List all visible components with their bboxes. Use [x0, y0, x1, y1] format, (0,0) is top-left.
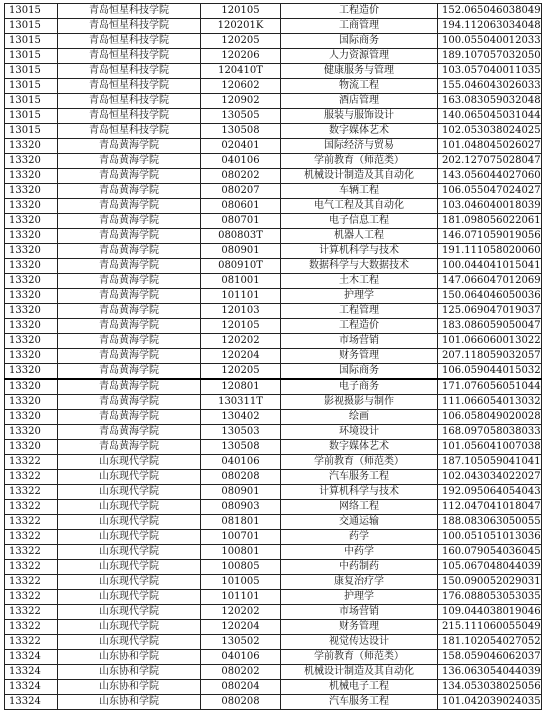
score-cell: 143.056044027060: [438, 169, 542, 184]
major-name-cell: 数字媒体艺术: [281, 440, 438, 455]
school-code-cell: 13015: [5, 124, 58, 139]
school-code-cell: 13320: [5, 214, 58, 229]
major-code-cell: 080803T: [201, 229, 281, 244]
school-name-cell: 青岛恒星科技学院: [58, 19, 201, 34]
school-name-cell: 青岛黄海学院: [58, 199, 201, 214]
school-code-cell: 13322: [5, 455, 58, 470]
score-cell: 171.076056051044: [438, 379, 542, 395]
major-name-cell: 财务管理: [281, 620, 438, 635]
score-cell: 103.057040011035: [438, 64, 542, 79]
score-cell: 202.127075028047: [438, 154, 542, 169]
major-code-cell: 040106: [201, 455, 281, 470]
score-cell: 150.064046050036: [438, 289, 542, 304]
school-name-cell: 青岛黄海学院: [58, 169, 201, 184]
major-name-cell: 国际商务: [281, 364, 438, 380]
major-code-cell: 120105: [201, 319, 281, 334]
major-code-cell: 040106: [201, 650, 281, 665]
school-name-cell: 山东协和学院: [58, 695, 201, 710]
table-row: [5, 304, 542, 319]
school-code-cell: 13322: [5, 470, 58, 485]
major-code-cell: 130508: [201, 124, 281, 139]
school-code-cell: 13320: [5, 349, 58, 364]
table-row: [5, 620, 542, 635]
major-name-cell: 学前教育（师范类）: [281, 154, 438, 169]
table-row: [5, 169, 542, 184]
table-row: [5, 485, 542, 500]
score-cell: 101.048045026027: [438, 139, 542, 154]
score-cell: 176.088053053035: [438, 590, 542, 605]
school-code-cell: 13320: [5, 364, 58, 380]
major-name-cell: 汽车服务工程: [281, 470, 438, 485]
major-code-cell: 081801: [201, 515, 281, 530]
major-name-cell: 护理学: [281, 590, 438, 605]
major-name-cell: 机械设计制造及其自动化: [281, 665, 438, 680]
school-name-cell: 青岛黄海学院: [58, 364, 201, 380]
score-cell: 136.063054044039: [438, 665, 542, 680]
major-name-cell: 康复治疗学: [281, 575, 438, 590]
major-code-cell: 080204: [201, 680, 281, 695]
school-code-cell: 13320: [5, 440, 58, 455]
school-code-cell: 13015: [5, 64, 58, 79]
score-cell: 140.065045031044: [438, 109, 542, 124]
major-name-cell: 工程造价: [281, 319, 438, 334]
score-cell: 147.066047012069: [438, 274, 542, 289]
school-name-cell: 山东现代学院: [58, 635, 201, 650]
major-name-cell: 机器人工程: [281, 229, 438, 244]
score-cell: 158.059046062037: [438, 650, 542, 665]
school-code-cell: 13015: [5, 19, 58, 34]
major-name-cell: 服装与服饰设计: [281, 109, 438, 124]
score-cell: 112.047041018047: [438, 500, 542, 515]
major-code-cell: 040106: [201, 154, 281, 169]
major-name-cell: 工程管理: [281, 304, 438, 319]
major-code-cell: 130402: [201, 410, 281, 425]
school-code-cell: 13320: [5, 289, 58, 304]
major-code-cell: 100801: [201, 545, 281, 560]
school-name-cell: 山东现代学院: [58, 530, 201, 545]
school-name-cell: 青岛黄海学院: [58, 334, 201, 349]
school-name-cell: 青岛黄海学院: [58, 289, 201, 304]
major-code-cell: 120204: [201, 349, 281, 364]
major-code-cell: 130502: [201, 635, 281, 650]
school-name-cell: 山东现代学院: [58, 590, 201, 605]
score-cell: 101.066060013022: [438, 334, 542, 349]
table-row: [5, 124, 542, 139]
school-code-cell: 13015: [5, 79, 58, 94]
score-cell: 101.056041007038: [438, 440, 542, 455]
major-code-cell: 020401: [201, 139, 281, 154]
school-code-cell: 13324: [5, 680, 58, 695]
major-code-cell: 120202: [201, 605, 281, 620]
score-cell: 168.097058038033: [438, 425, 542, 440]
major-code-cell: 120602: [201, 79, 281, 94]
school-code-cell: 13015: [5, 34, 58, 49]
school-name-cell: 青岛黄海学院: [58, 154, 201, 169]
school-code-cell: 13322: [5, 530, 58, 545]
table-row: [5, 154, 542, 169]
score-cell: 194.112063034048: [438, 19, 542, 34]
school-code-cell: 13320: [5, 229, 58, 244]
school-code-cell: 13015: [5, 4, 58, 19]
school-name-cell: 青岛恒星科技学院: [58, 109, 201, 124]
major-name-cell: 人力资源管理: [281, 49, 438, 64]
major-code-cell: 081001: [201, 274, 281, 289]
table-row: [5, 605, 542, 620]
major-code-cell: 100701: [201, 530, 281, 545]
school-code-cell: 13320: [5, 139, 58, 154]
major-name-cell: 国际商务: [281, 34, 438, 49]
school-code-cell: 13320: [5, 184, 58, 199]
school-name-cell: 青岛黄海学院: [58, 229, 201, 244]
table-row: [5, 94, 542, 109]
major-name-cell: 机械设计制造及其自动化: [281, 169, 438, 184]
score-cell: 100.051051013036: [438, 530, 542, 545]
score-cell: 160.079054036045: [438, 545, 542, 560]
major-code-cell: 120205: [201, 364, 281, 380]
table-row: [5, 79, 542, 94]
school-name-cell: 山东协和学院: [58, 680, 201, 695]
score-cell: 106.058049020028: [438, 410, 542, 425]
major-code-cell: 120201K: [201, 19, 281, 34]
table-row: [5, 545, 542, 560]
school-name-cell: 山东协和学院: [58, 665, 201, 680]
major-code-cell: 120410T: [201, 64, 281, 79]
score-cell: 105.067048044039: [438, 560, 542, 575]
school-code-cell: 13320: [5, 334, 58, 349]
table-row: [5, 289, 542, 304]
table-row: [5, 4, 542, 19]
school-name-cell: 青岛黄海学院: [58, 410, 201, 425]
score-cell: 215.111060055049: [438, 620, 542, 635]
major-code-cell: 080202: [201, 665, 281, 680]
major-code-cell: 120801: [201, 379, 281, 395]
major-code-cell: 120205: [201, 34, 281, 49]
table-row: [5, 274, 542, 289]
school-name-cell: 青岛恒星科技学院: [58, 124, 201, 139]
school-name-cell: 青岛黄海学院: [58, 244, 201, 259]
school-code-cell: 13320: [5, 379, 58, 395]
school-code-cell: 13322: [5, 590, 58, 605]
table-row: [5, 680, 542, 695]
table-row: [5, 650, 542, 665]
school-code-cell: 13322: [5, 605, 58, 620]
school-code-cell: 13320: [5, 395, 58, 410]
major-code-cell: 080903: [201, 500, 281, 515]
school-code-cell: 13320: [5, 425, 58, 440]
school-name-cell: 青岛黄海学院: [58, 425, 201, 440]
table-row: [5, 34, 542, 49]
table-row: [5, 560, 542, 575]
major-code-cell: 080208: [201, 695, 281, 710]
major-code-cell: 130503: [201, 425, 281, 440]
score-cell: 192.095064054043: [438, 485, 542, 500]
school-name-cell: 山东现代学院: [58, 560, 201, 575]
school-name-cell: 青岛恒星科技学院: [58, 4, 201, 19]
school-name-cell: 山东现代学院: [58, 500, 201, 515]
score-cell: 134.053038025056: [438, 680, 542, 695]
score-cell: 103.046040018039: [438, 199, 542, 214]
table-row: [5, 64, 542, 79]
major-name-cell: 中药制药: [281, 560, 438, 575]
major-name-cell: 机械电子工程: [281, 680, 438, 695]
school-name-cell: 青岛黄海学院: [58, 440, 201, 455]
school-code-cell: 13320: [5, 154, 58, 169]
table-row: [5, 515, 542, 530]
school-code-cell: 13015: [5, 94, 58, 109]
major-code-cell: 101101: [201, 289, 281, 304]
school-code-cell: 13320: [5, 199, 58, 214]
major-name-cell: 网络工程: [281, 500, 438, 515]
major-name-cell: 学前教育（师范类）: [281, 650, 438, 665]
major-code-cell: 130505: [201, 109, 281, 124]
major-name-cell: 中药学: [281, 545, 438, 560]
table-row: [5, 425, 542, 440]
major-name-cell: 护理学: [281, 289, 438, 304]
major-name-cell: 电气工程及其自动化: [281, 199, 438, 214]
score-cell: 111.066054013032: [438, 395, 542, 410]
table-row: [5, 214, 542, 229]
table-row: [5, 455, 542, 470]
score-cell: 109.044038019046: [438, 605, 542, 620]
major-code-cell: 120103: [201, 304, 281, 319]
score-cell: 106.055047024027: [438, 184, 542, 199]
major-name-cell: 市场营销: [281, 334, 438, 349]
major-code-cell: 120206: [201, 49, 281, 64]
school-name-cell: 青岛恒星科技学院: [58, 79, 201, 94]
major-code-cell: 130311T: [201, 395, 281, 410]
table-row: [5, 635, 542, 650]
school-code-cell: 13322: [5, 575, 58, 590]
table-row: [5, 410, 542, 425]
score-cell: 155.046043026033: [438, 79, 542, 94]
table-row: [5, 184, 542, 199]
school-name-cell: 山东现代学院: [58, 545, 201, 560]
major-name-cell: 市场营销: [281, 605, 438, 620]
major-name-cell: 土木工程: [281, 274, 438, 289]
school-code-cell: 13322: [5, 515, 58, 530]
major-code-cell: 080901: [201, 485, 281, 500]
school-code-cell: 13322: [5, 620, 58, 635]
school-name-cell: 青岛恒星科技学院: [58, 49, 201, 64]
score-cell: 207.118059032057: [438, 349, 542, 364]
major-code-cell: 080901: [201, 244, 281, 259]
school-code-cell: 13324: [5, 695, 58, 710]
school-code-cell: 13320: [5, 304, 58, 319]
score-cell: 125.069047019037: [438, 304, 542, 319]
major-code-cell: 130508: [201, 440, 281, 455]
score-cell: 181.102054027052: [438, 635, 542, 650]
major-code-cell: 101101: [201, 590, 281, 605]
major-name-cell: 酒店管理: [281, 94, 438, 109]
school-code-cell: 13324: [5, 665, 58, 680]
school-name-cell: 青岛恒星科技学院: [58, 34, 201, 49]
score-cell: 191.111058020060: [438, 244, 542, 259]
major-name-cell: 健康服务与管理: [281, 64, 438, 79]
table-row: [5, 500, 542, 515]
admission-score-table: [4, 3, 542, 710]
major-code-cell: 080208: [201, 470, 281, 485]
school-code-cell: 13320: [5, 319, 58, 334]
major-name-cell: 环境设计: [281, 425, 438, 440]
school-name-cell: 山东现代学院: [58, 605, 201, 620]
score-cell: 102.053038024025: [438, 124, 542, 139]
major-name-cell: 车辆工程: [281, 184, 438, 199]
major-name-cell: 影视摄影与制作: [281, 395, 438, 410]
school-code-cell: 13322: [5, 485, 58, 500]
table-row: [5, 229, 542, 244]
school-name-cell: 山东现代学院: [58, 455, 201, 470]
major-name-cell: 财务管理: [281, 349, 438, 364]
major-code-cell: 080701: [201, 214, 281, 229]
table-row: [5, 49, 542, 64]
major-code-cell: 120105: [201, 4, 281, 19]
school-name-cell: 青岛恒星科技学院: [58, 64, 201, 79]
major-code-cell: 080601: [201, 199, 281, 214]
school-code-cell: 13322: [5, 500, 58, 515]
major-name-cell: 交通运输: [281, 515, 438, 530]
score-cell: 101.042039024035: [438, 695, 542, 710]
score-cell: 183.086059050047: [438, 319, 542, 334]
school-name-cell: 青岛黄海学院: [58, 259, 201, 274]
school-name-cell: 青岛黄海学院: [58, 379, 201, 395]
major-code-cell: 120202: [201, 334, 281, 349]
table-row: [5, 244, 542, 259]
major-name-cell: 数据科学与大数据技术: [281, 259, 438, 274]
school-name-cell: 青岛黄海学院: [58, 395, 201, 410]
score-cell: 106.059044015032: [438, 364, 542, 380]
table-row: [5, 379, 542, 395]
major-name-cell: 药学: [281, 530, 438, 545]
table-row: [5, 109, 542, 124]
score-cell: 100.055040012033: [438, 34, 542, 49]
table-row: [5, 575, 542, 590]
school-name-cell: 山东协和学院: [58, 650, 201, 665]
major-code-cell: 080207: [201, 184, 281, 199]
score-cell: 187.105059041041: [438, 455, 542, 470]
major-code-cell: 120204: [201, 620, 281, 635]
score-cell: 100.044041015041: [438, 259, 542, 274]
table-row: [5, 349, 542, 364]
table-row: [5, 199, 542, 214]
score-cell: 181.098056022061: [438, 214, 542, 229]
table-row: [5, 19, 542, 34]
score-cell: 163.083059032048: [438, 94, 542, 109]
table-row: [5, 530, 542, 545]
table-row: [5, 590, 542, 605]
school-code-cell: 13320: [5, 274, 58, 289]
school-name-cell: 青岛黄海学院: [58, 274, 201, 289]
school-code-cell: 13322: [5, 545, 58, 560]
table-body: [5, 4, 542, 710]
major-code-cell: 080202: [201, 169, 281, 184]
table-row: [5, 259, 542, 274]
table-row: [5, 334, 542, 349]
major-name-cell: 电子商务: [281, 379, 438, 395]
major-code-cell: 080910T: [201, 259, 281, 274]
school-name-cell: 青岛黄海学院: [58, 214, 201, 229]
major-name-cell: 工商管理: [281, 19, 438, 34]
school-code-cell: 13015: [5, 49, 58, 64]
school-name-cell: 山东现代学院: [58, 575, 201, 590]
score-cell: 152.065046038049: [438, 4, 542, 19]
major-name-cell: 计算机科学与技术: [281, 244, 438, 259]
school-code-cell: 13322: [5, 560, 58, 575]
school-code-cell: 13320: [5, 169, 58, 184]
school-name-cell: 青岛恒星科技学院: [58, 94, 201, 109]
school-name-cell: 山东现代学院: [58, 485, 201, 500]
school-code-cell: 13324: [5, 650, 58, 665]
school-name-cell: 山东现代学院: [58, 620, 201, 635]
school-name-cell: 山东现代学院: [58, 470, 201, 485]
school-code-cell: 13320: [5, 259, 58, 274]
table-row: [5, 470, 542, 485]
major-name-cell: 国际经济与贸易: [281, 139, 438, 154]
major-name-cell: 计算机科学与技术: [281, 485, 438, 500]
school-name-cell: 青岛黄海学院: [58, 139, 201, 154]
major-name-cell: 汽车服务工程: [281, 695, 438, 710]
major-code-cell: 120902: [201, 94, 281, 109]
major-name-cell: 工程造价: [281, 4, 438, 19]
major-name-cell: 物流工程: [281, 79, 438, 94]
school-code-cell: 13320: [5, 244, 58, 259]
school-code-cell: 13015: [5, 109, 58, 124]
score-cell: 102.043034022027: [438, 470, 542, 485]
school-name-cell: 青岛黄海学院: [58, 319, 201, 334]
table-row: [5, 364, 542, 380]
table-row: [5, 139, 542, 154]
school-name-cell: 山东现代学院: [58, 515, 201, 530]
major-code-cell: 100805: [201, 560, 281, 575]
score-cell: 188.083063050055: [438, 515, 542, 530]
school-name-cell: 青岛黄海学院: [58, 349, 201, 364]
table-row: [5, 695, 542, 710]
major-name-cell: 视觉传达设计: [281, 635, 438, 650]
major-code-cell: 101005: [201, 575, 281, 590]
table-row: [5, 440, 542, 455]
table-row: [5, 395, 542, 410]
school-name-cell: 青岛黄海学院: [58, 304, 201, 319]
major-name-cell: 电子信息工程: [281, 214, 438, 229]
score-cell: 150.090052029031: [438, 575, 542, 590]
major-name-cell: 学前教育（师范类）: [281, 455, 438, 470]
school-code-cell: 13322: [5, 635, 58, 650]
major-name-cell: 绘画: [281, 410, 438, 425]
major-name-cell: 数字媒体艺术: [281, 124, 438, 139]
score-cell: 189.107057032050: [438, 49, 542, 64]
table-row: [5, 319, 542, 334]
school-code-cell: 13320: [5, 410, 58, 425]
score-cell: 146.071059019056: [438, 229, 542, 244]
school-name-cell: 青岛黄海学院: [58, 184, 201, 199]
table-row: [5, 665, 542, 680]
